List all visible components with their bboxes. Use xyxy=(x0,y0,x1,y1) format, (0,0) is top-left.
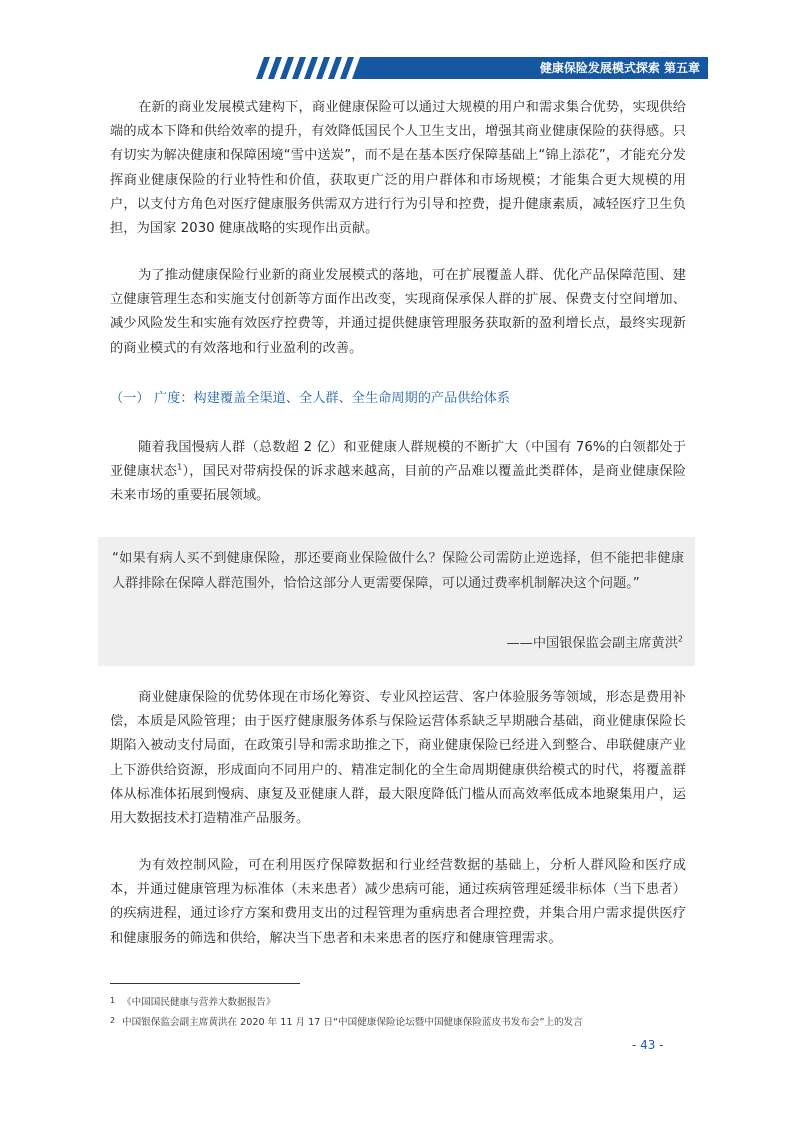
page-header xyxy=(256,57,708,79)
quote-box xyxy=(98,537,695,666)
footnote-1-number: 1 xyxy=(110,996,116,1005)
body-paragraph-5-text: 为有效控制风险，可在利用医疗保障数据和行业经营数据的基础上，分析人群风险和医疗成本，并通过健康管理为标准体（未来患者）减少患病可能，通过疾病管理延缓非标体（当下患者）的疾病进程，通过诊疗方案和费用支出的过程管理为重病患者合理控费，并集合用户需求提供医疗和健康服务的筛选和供给，解决当下患者和未来患者的医疗和健康管理需求。 xyxy=(110,858,686,946)
body-paragraph-1-text: 在新的商业发展模式建构下，商业健康保险可以通过大规模的用户和需求集合优势，实现供给端的成本下降和供给效率的提升，有效降低国民个人卫生支出，增强其商业健康保险的获得感。只有切实为解决健康和保障困境“雪中送炭”，而不是在基本医疗保障基础上“锦上添花”，才能充分发挥商业健康保险的行业特性和价值，获取更广泛的用户群体和市场规模；才能集合更大规模的用户，以支付方角色对医疗健康服务供需双方进行行为引导和控费，提升健康素质，减轻医疗卫生负担，为国家 2030 健康战略的实现作出贡献。 xyxy=(110,100,686,237)
header-stripes-decoration xyxy=(256,57,362,79)
page-number: - 43 - xyxy=(632,1038,664,1052)
footnote-ref-1: 1 xyxy=(177,462,183,472)
body-paragraph-2 xyxy=(110,264,686,361)
body-paragraph-3 xyxy=(110,436,686,509)
footnote-2-text: 中国银保监会副主席黄洪在 2020 年 11 月 17 日“中国健康保险论坛暨中国健康保险蓝皮书发布会”上的发言 xyxy=(122,1017,583,1028)
quote-text: “如果有病人买不到健康保险，那还要商业保险做什么？保险公司需防止逆选择，但不能把非健康人群排除在保障人群范围外，恰恰这部分人更需要保障，可以通过费率机制解决这个问题。” xyxy=(112,551,684,591)
quote-source xyxy=(506,634,683,654)
footnote-divider xyxy=(110,983,300,984)
subheading-text: 广度：构建覆盖全渠道、全人群、全生命周期的产品供给体系 xyxy=(154,391,511,406)
header-title: 健康保险发展模式探索 第五章 xyxy=(539,61,700,75)
body-paragraph-3-text-b: ），国民对带病投保的诉求越来越高，目前的产品难以覆盖此类群体，是商业健康保险未来市场的重要拓展领域。 xyxy=(110,464,686,504)
body-paragraph-4 xyxy=(110,686,686,831)
footnote-ref-2: 2 xyxy=(677,634,683,644)
footnote-2 xyxy=(110,1014,583,1030)
footnote-1 xyxy=(110,994,276,1010)
body-paragraph-5 xyxy=(110,854,686,951)
footnote-2-number: 2 xyxy=(110,1016,116,1025)
body-paragraph-4-text: 商业健康保险的优势体现在市场化筹资、专业风控运营、客户体验服务等领域，形态是费用补偿，本质是风险管理；由于医疗健康服务体系与保险运营体系缺乏早期融合基础，商业健康保险长期陷入被动支付局面，在政策引导和需求助推之下，商业健康保险已经进入到整合、串联健康产业上下游供给资源，形成面向不同用户的、精准定制化的全生命周期健康供给模式的时代，将覆盖群体从标准体拓展到慢病、康复及亚健康人群，最大限度降低门槛从而高效率低成本地聚集用户，运用大数据技术打造精准产品服务。 xyxy=(110,690,686,827)
subheading-number: （一） xyxy=(110,391,150,406)
footnote-1-text: 《中国国民健康与营养大数据报告》 xyxy=(122,997,276,1008)
header-bar xyxy=(360,57,708,79)
body-paragraph-2-text: 为了推动健康保险行业新的商业发展模式的落地，可在扩展覆盖人群、优化产品保障范围、建立健康管理生态和实施支付创新等方面作出改变，实现商保承保人群的扩展、保费支付空间增加、减少风险发生和实施有效医疗控费等，并通过提供健康管理服务获取新的盈利增长点，最终实现新的商业模式的有效落地和行业盈利的改善。 xyxy=(110,268,686,356)
body-paragraph-3-text-a: 随着我国慢病人群（总数超 2 亿）和亚健康人群规模的不断扩大（中国有 76%的白领都处于亚健康状态 xyxy=(110,440,686,480)
body-paragraph-1 xyxy=(110,96,686,241)
section-subheading xyxy=(110,388,510,410)
quote-source-text: ——中国银保监会副主席黄洪 xyxy=(506,636,678,651)
